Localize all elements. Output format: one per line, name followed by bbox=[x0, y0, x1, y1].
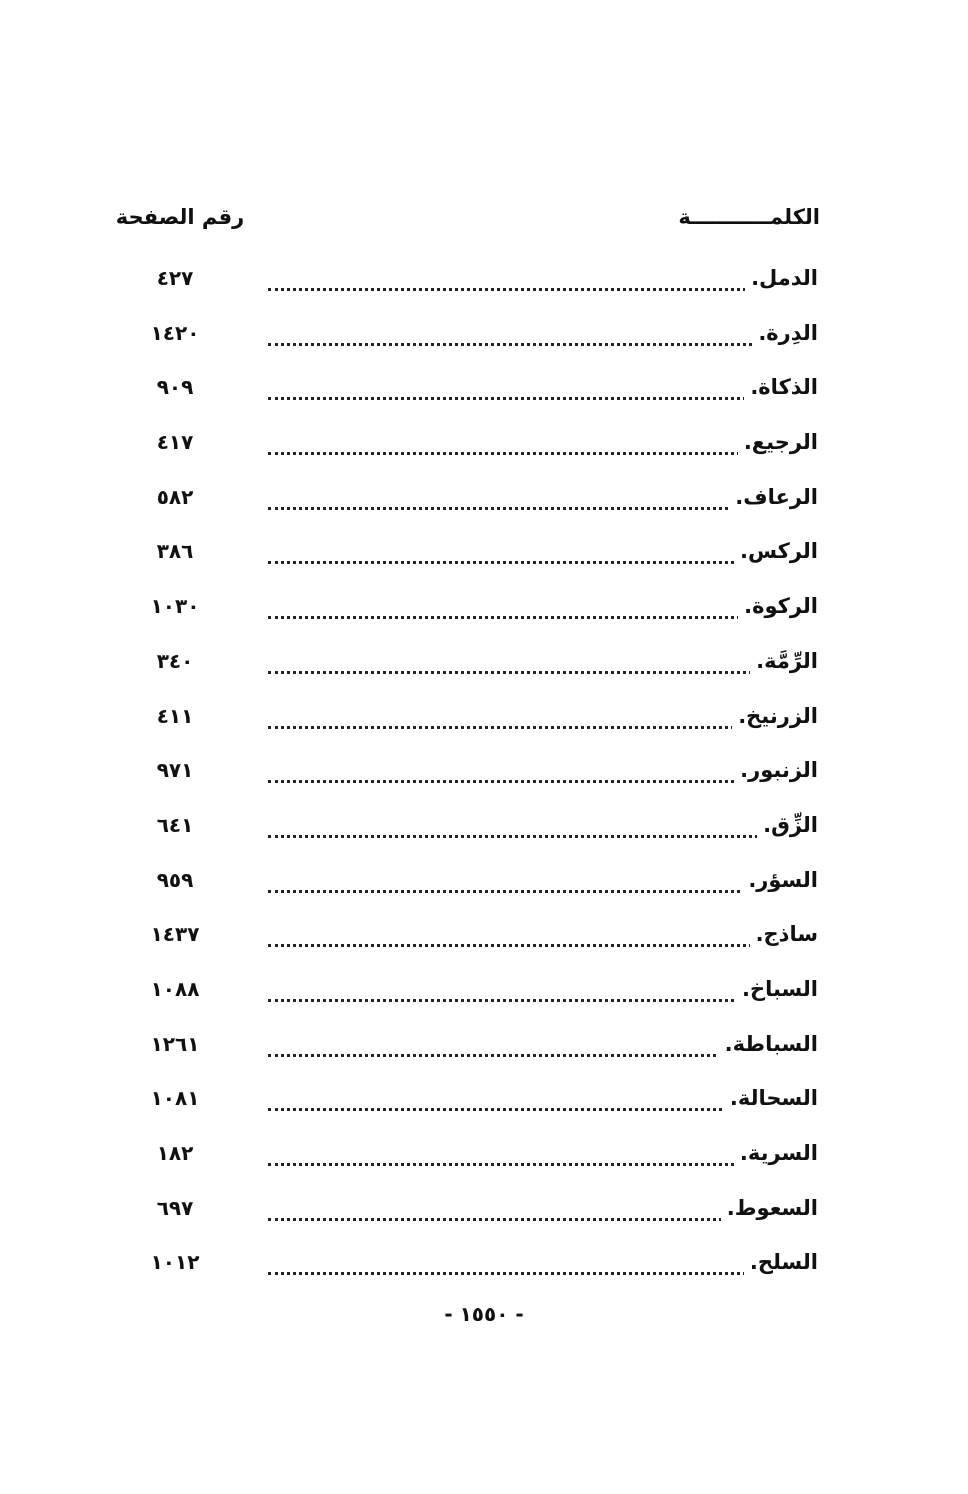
entry-page-number: ٩٥٩ bbox=[156, 867, 194, 892]
entry-page-number: ٩٠٩ bbox=[156, 375, 194, 400]
entry-page-number: ٩٧١ bbox=[156, 758, 194, 783]
index-entry bbox=[0, 752, 968, 807]
entry-page-number: ٦٤١ bbox=[156, 812, 194, 837]
entry-page-number: ٣٤٠ bbox=[156, 648, 194, 673]
entry-page-number: ١٠٣٠ bbox=[150, 594, 200, 619]
index-list bbox=[0, 260, 968, 1299]
entry-word: الدمل. bbox=[745, 266, 818, 302]
entry-page-number: ١٤٢٠ bbox=[150, 320, 200, 345]
entry-word: ساذج. bbox=[750, 922, 818, 958]
entry-word: السعوط. bbox=[721, 1196, 818, 1232]
index-entry bbox=[0, 1244, 968, 1299]
index-entry bbox=[0, 315, 968, 370]
entry-word: السباخ. bbox=[736, 977, 818, 1013]
index-entry bbox=[0, 260, 968, 315]
dot-leader bbox=[268, 1163, 812, 1166]
dot-leader bbox=[268, 343, 812, 346]
index-entry bbox=[0, 916, 968, 971]
dot-leader bbox=[268, 944, 812, 947]
index-entry bbox=[0, 643, 968, 698]
entry-word: السباطة. bbox=[719, 1032, 818, 1068]
index-entry bbox=[0, 588, 968, 643]
entry-word: الركوة. bbox=[738, 594, 818, 630]
entry-page-number: ١٠١٢ bbox=[150, 1250, 200, 1275]
entry-word: السحالة. bbox=[724, 1086, 818, 1122]
entry-word: الزنبور. bbox=[734, 758, 818, 794]
index-entry bbox=[0, 1080, 968, 1135]
entry-page-number: ٥٨٢ bbox=[156, 484, 194, 509]
entry-page-number: ١٨٢ bbox=[156, 1141, 194, 1165]
entry-page-number: ١٠٨٨ bbox=[150, 976, 200, 1001]
dot-leader bbox=[268, 397, 812, 400]
entry-page-number: ٣٨٦ bbox=[156, 539, 194, 564]
entry-word: السؤر. bbox=[742, 868, 818, 904]
index-entry bbox=[0, 971, 968, 1026]
entry-page-number: ١٤٣٧ bbox=[150, 922, 200, 947]
index-entry bbox=[0, 533, 968, 588]
index-entry bbox=[0, 1026, 968, 1081]
entry-word: الذكاة. bbox=[744, 375, 818, 411]
dot-leader bbox=[268, 288, 812, 291]
dot-leader bbox=[268, 616, 812, 619]
entry-page-number: ١٠٨١ bbox=[150, 1086, 200, 1111]
entry-word: الركس. bbox=[734, 539, 818, 575]
entry-page-number: ٦٩٧ bbox=[156, 1195, 194, 1220]
dot-leader bbox=[268, 890, 812, 893]
page-column-header: رقم الصفحة bbox=[115, 205, 245, 229]
entry-word: الزِّق. bbox=[757, 813, 818, 849]
index-entry bbox=[0, 479, 968, 534]
entry-page-number: ٤١٧ bbox=[156, 430, 194, 455]
dot-leader bbox=[268, 780, 812, 783]
dot-leader bbox=[268, 999, 812, 1002]
index-entry bbox=[0, 424, 968, 479]
entry-word: السرية. bbox=[734, 1141, 818, 1177]
entry-word: الرعاف. bbox=[729, 485, 818, 521]
entry-word: الرِّمَّة. bbox=[750, 649, 818, 685]
entry-word: الرجيع. bbox=[738, 430, 818, 466]
index-entry bbox=[0, 1135, 968, 1190]
entry-word: الدِرة. bbox=[752, 321, 818, 357]
index-entry bbox=[0, 369, 968, 424]
page-number-footer: - ١٥٥٠ - bbox=[444, 1302, 524, 1326]
dot-leader bbox=[268, 726, 812, 729]
dot-leader bbox=[268, 452, 812, 455]
index-entry bbox=[0, 698, 968, 753]
index-entry bbox=[0, 807, 968, 862]
entry-page-number: ٤٢٧ bbox=[156, 266, 194, 290]
dot-leader bbox=[268, 835, 812, 838]
entry-word: الزرنيخ. bbox=[732, 704, 818, 740]
word-column-header: الكلمـــــــــــة bbox=[678, 205, 820, 229]
entry-word: السلح. bbox=[744, 1250, 818, 1286]
dot-leader bbox=[268, 1272, 812, 1275]
dot-leader bbox=[268, 561, 812, 564]
index-entry bbox=[0, 862, 968, 917]
entry-page-number: ٤١١ bbox=[156, 703, 194, 728]
index-entry bbox=[0, 1190, 968, 1245]
entry-page-number: ١٢٦١ bbox=[150, 1031, 200, 1056]
dot-leader bbox=[268, 671, 812, 674]
